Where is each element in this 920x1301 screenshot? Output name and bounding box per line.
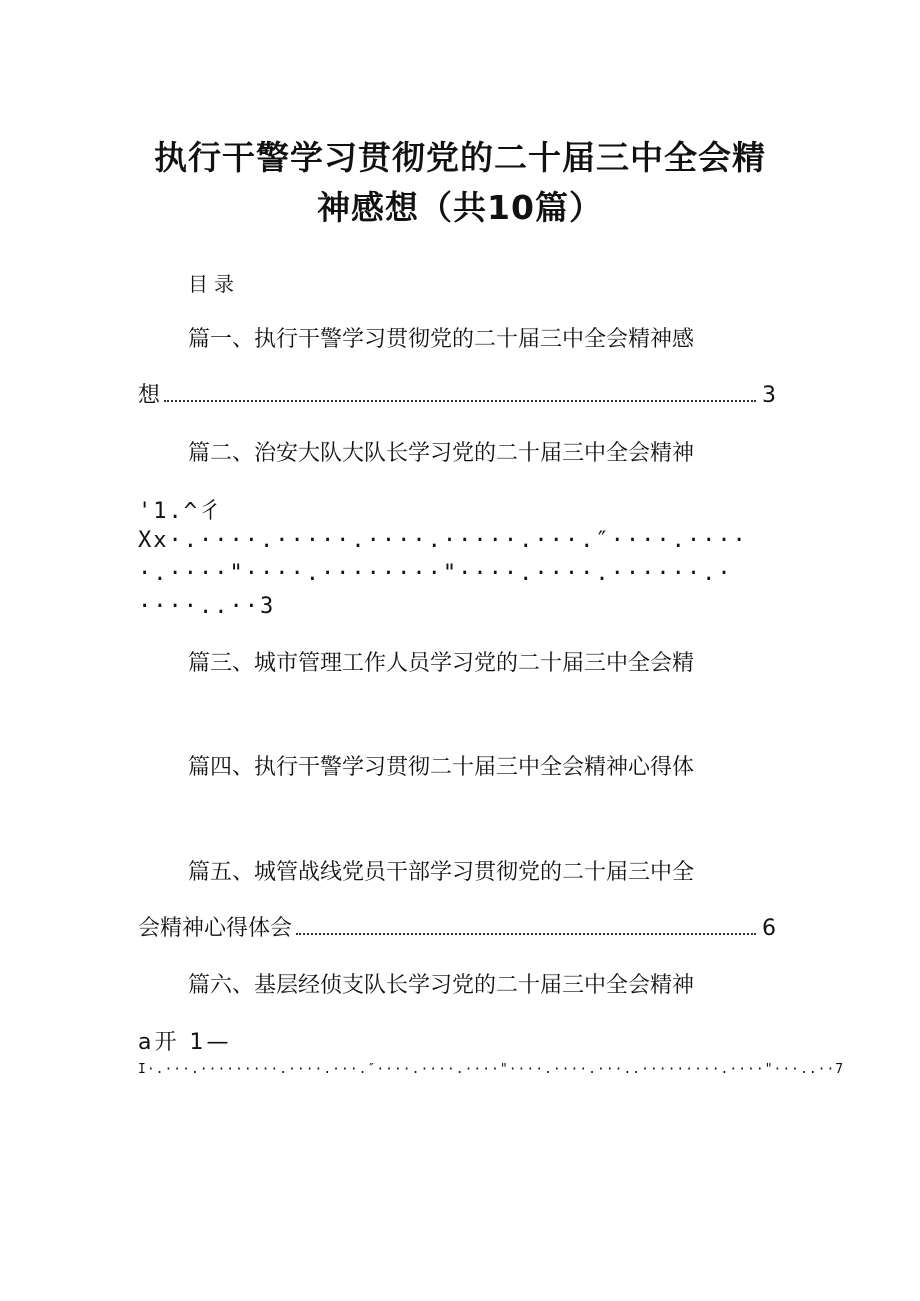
toc-entry-2-garbled-4: ····..··3 — [138, 594, 276, 619]
toc-entry-5-page: 6 — [762, 916, 776, 941]
toc-entry-6-garbled-1: a开 1— — [138, 1030, 232, 1055]
toc-entry-1-page: 3 — [762, 383, 776, 408]
toc-entry-5-title: 篇五、城管战线党员干部学习贯彻党的二十届三中全 — [188, 860, 695, 885]
toc-heading: 目录 — [188, 272, 240, 296]
toc-entry-1-title: 篇一、执行干警学习贯彻党的二十届三中全会精神感 — [188, 327, 695, 352]
toc-entry-5-title-end: 会精神心得体会 — [138, 916, 293, 941]
dot-leader — [296, 933, 756, 935]
toc-entry-2-garbled-1: '1.^彳 — [138, 499, 223, 524]
toc-entry-2-garbled-2: Xx·.····.·····.····.·····.···.″····.···· — [138, 528, 748, 553]
toc-entry-1-continuation — [138, 378, 776, 409]
toc-entry-4-title: 篇四、执行干警学习贯彻二十届三中全会精神心得体 — [188, 755, 695, 780]
toc-entry-2-title: 篇二、治安大队大队长学习党的二十届三中全会精神 — [188, 441, 695, 466]
toc-entry-2-garbled-3: ·.····"····.········"····.····.······.· — [138, 561, 733, 586]
toc-entry-6-garbled-2: I·.···.·········.····.···.″····.····.····"····.····.···..·········.····"···..··7 — [138, 1062, 845, 1077]
toc-entry-6-title: 篇六、基层经侦支队长学习党的二十届三中全会精神 — [188, 973, 695, 998]
document-title-line-1: 执行干警学习贯彻党的二十届三中全会精 — [154, 138, 766, 177]
toc-entry-1-title-end: 想 — [138, 383, 161, 408]
toc-entry-3-title: 篇三、城市管理工作人员学习党的二十届三中全会精 — [188, 651, 695, 676]
document-title-line-2: 神感想（共10篇） — [317, 188, 603, 227]
dot-leader — [164, 400, 756, 402]
toc-entry-5-continuation — [138, 911, 776, 942]
